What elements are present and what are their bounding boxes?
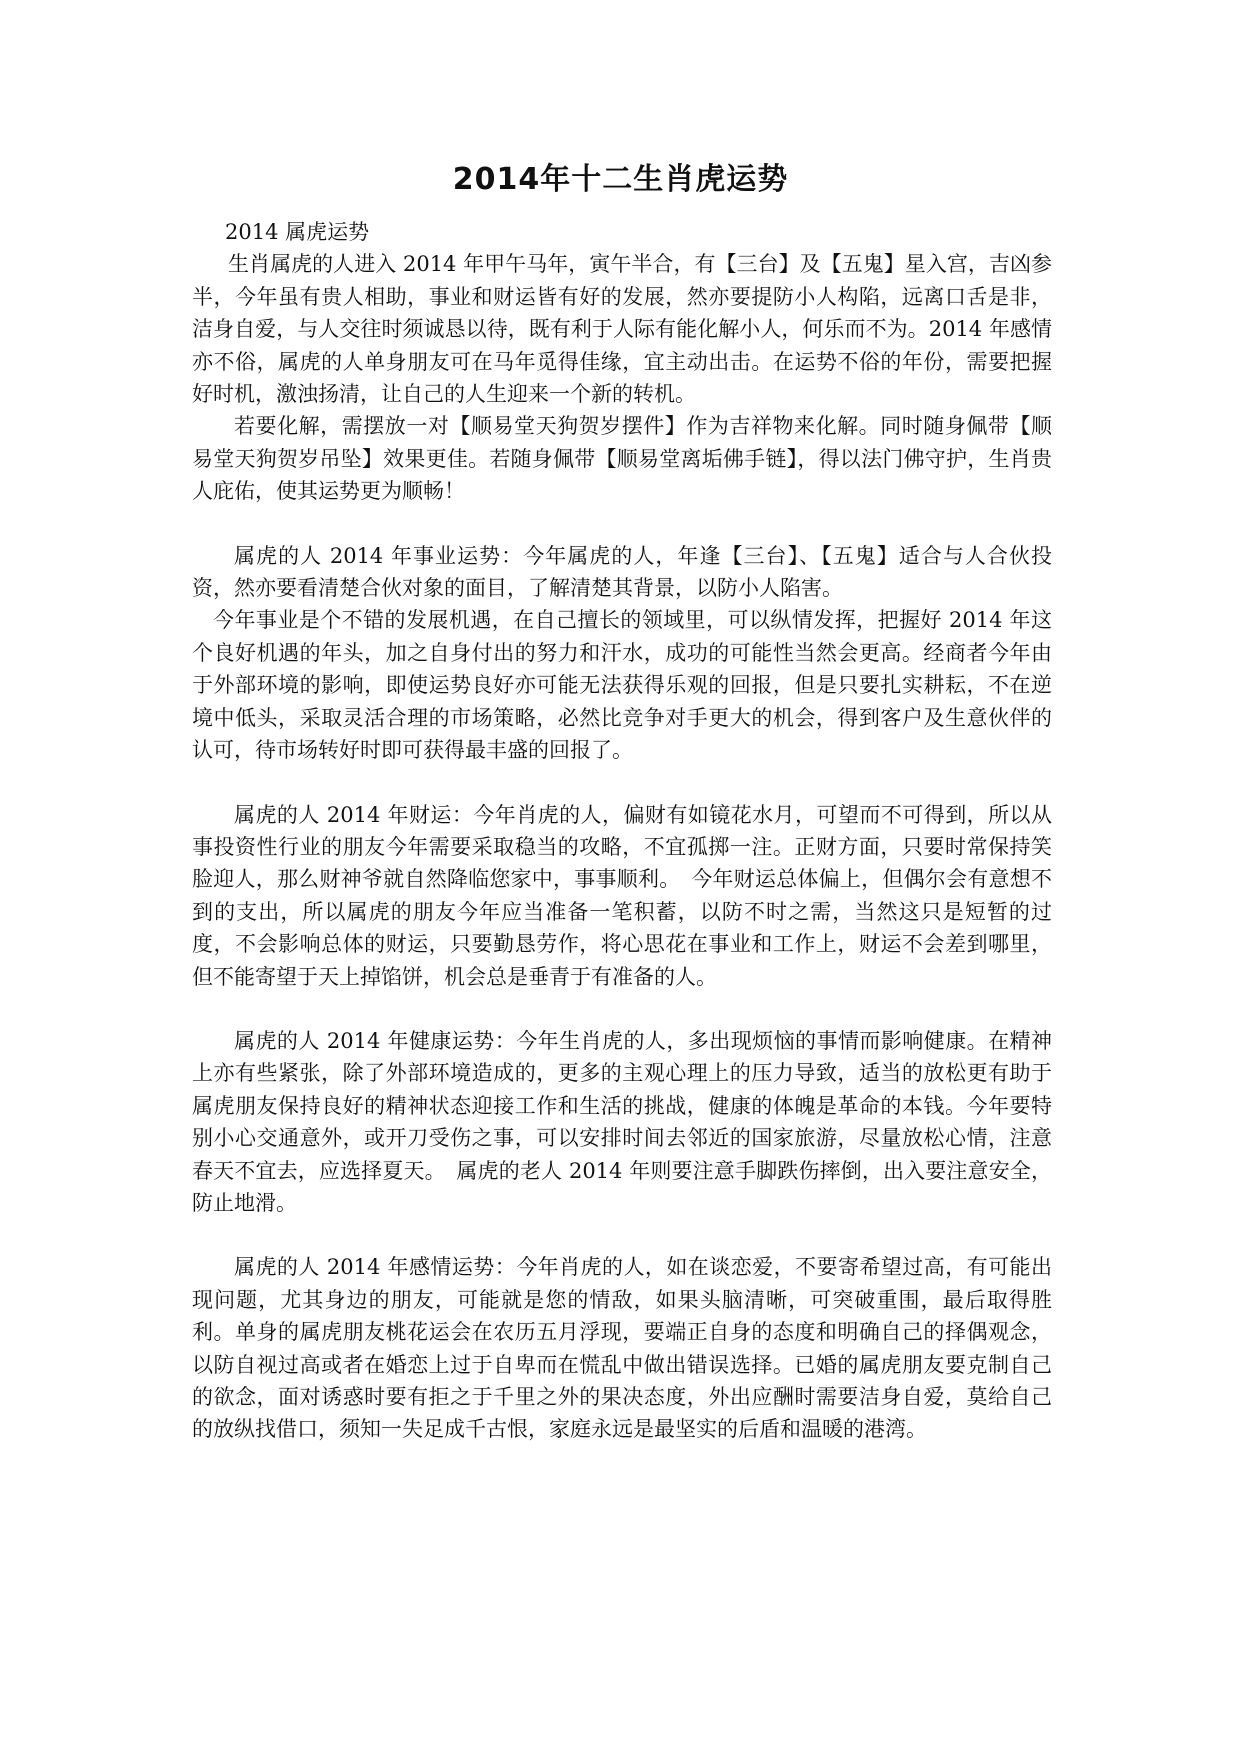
paragraph-gap (192, 767, 1052, 799)
intro-paragraph: 生肖属虎的人进入 2014 年甲午马年，寅午半合，有【三台】及【五鬼】星入宫，吉凶参半，今年虽有贵人相助，事业和财运皆有好的发展，然亦要提防小人构陷，远离口舌是非，洁身自爱，与人交往时须诚恳以待，既有利于人际有能化解小人，何乐而不为。2014 年感情亦不俗，属虎的人单身朋友可在马年觅得佳缘，宜主动出击。在运势不俗的年份，需要把握好时机，激浊扬清，让自己的人生迎来一个新的转机。 (192, 252, 1052, 407)
paragraph-gap (192, 508, 1052, 540)
wealth-paragraph: 属虎的人 2014 年财运：今年肖虎的人，偏财有如镜花水月，可望而不可得到，所以从事投资性行业的朋友今年需要采取稳当的攻略，不宜孤掷一注。正财方面，只要时常保持笑脸迎人，那么财神爷就自然降临您家中，事事顺利。 今年财运总体偏上，但偶尔会有意想不到的支出，所以属虎的朋友今年应当准备一笔积蓄，以防不时之需，当然这只是短暂的过度，不会影响总体的财运，只要勤恳劳作，将心思花在事业和工作上，财运不会差到哪里，但不能寄望于天上掉馅饼，机会总是垂青于有准备的人。 (192, 802, 1052, 989)
love-paragraph: 属虎的人 2014 年感情运势：今年肖虎的人，如在谈恋爱，不要寄希望过高，有可能出现问题，尤其身边的朋友，可能就是您的情敌，如果头脑清晰，可突破重围，最后取得胜利。单身的属虎朋友桃花运会在农历五月浮现，要端正自身的态度和明确自己的择偶观念，以防自视过高或者在婚恋上过于自卑而在慌乱中做出错误选择。已婚的属虎朋友要克制自己的欲念，面对诱惑时要有拒之于千里之外的果决态度，外出应酬时需要洁身自爱，莫给自己的放纵找借口，须知一失足成千古恨，家庭永远是最坚实的后盾和温暖的港湾。 (192, 1255, 1052, 1442)
paragraph-gap (192, 1219, 1052, 1251)
career-paragraph-1: 属虎的人 2014 年事业运势：今年属虎的人，年逢【三台】、【五鬼】适合与人合伙投资，然亦要看清楚合伙对象的面目，了解清楚其背景，以防小人陷害。 (192, 543, 1052, 601)
career-paragraph-2: 今年事业是个不错的发展机遇，在自己擅长的领域里，可以纵情发挥，把握好 2014 年这个良好机遇的年头，加之自身付出的努力和汗水，成功的可能性当然会更高。经商者今年由于外部环境的影响，即使运势良好亦可能无法获得乐观的回报，但是只要扎实耕耘，不在逆境中低头，采取灵活合理的市场策略，必然比竞争对手更大的机会，得到客户及生意伙伴的认可，待市场转好时即可获得最丰盛的回报了。 (192, 608, 1052, 763)
document-body (192, 216, 1052, 1446)
subheading: 2014 属虎运势 (225, 220, 370, 244)
paragraph-gap (192, 993, 1052, 1025)
remedy-paragraph: 若要化解，需摆放一对【顺易堂天狗贺岁摆件】作为吉祥物来化解。同时随身佩带【顺易堂天狗贺岁吊坠】效果更佳。若随身佩带【顺易堂离垢佛手链】，得以法门佛守护，生肖贵人庇佑，使其运势更为顺畅！ (192, 414, 1052, 504)
document-title: 2014年十二生肖虎运势 (452, 162, 789, 197)
health-paragraph: 属虎的人 2014 年健康运势：今年生肖虎的人，多出现烦恼的事情而影响健康。在精神上亦有些紧张，除了外部环境造成的，更多的主观心理上的压力导致，适当的放松更有助于属虎朋友保持良好的精神状态迎接工作和生活的挑战，健康的体魄是革命的本钱。今年要特别小心交通意外，或开刀受伤之事，可以安排时间去邻近的国家旅游，尽量放松心情，注意春天不宜去，应选择夏天。 属虎的老人 2014 年则要注意手脚跌伤摔倒，出入要注意安全，防止地滑。 (192, 1028, 1052, 1215)
